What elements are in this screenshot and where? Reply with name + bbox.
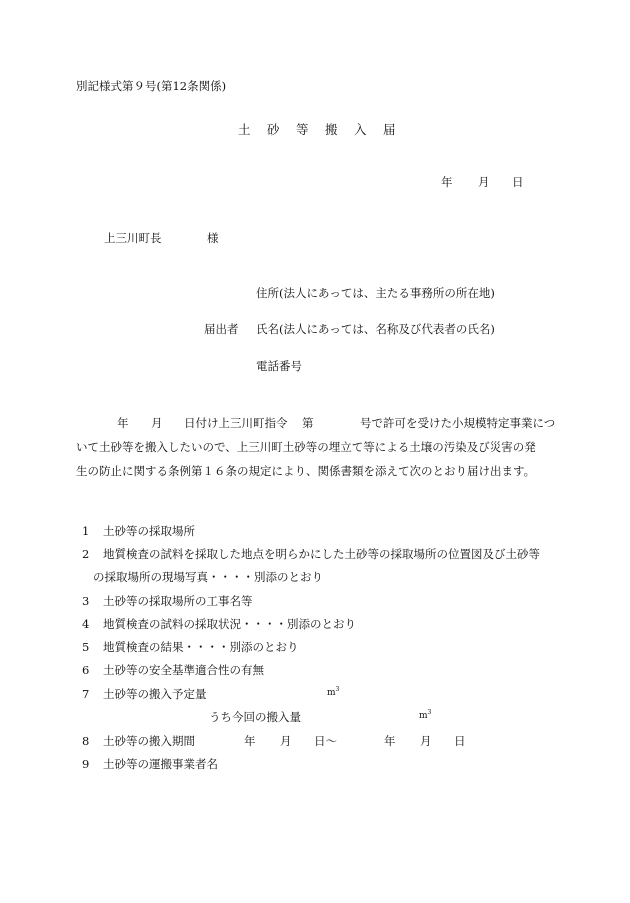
- item-text: 地質検査の結果・・・・別添のとおり: [103, 640, 299, 654]
- body-year: 年: [117, 416, 129, 430]
- item-number: 1: [82, 524, 90, 538]
- notifier-role: 届出者: [204, 322, 239, 336]
- period-from-day: 日～: [314, 734, 337, 748]
- item-text: 土砂等の搬入期間: [103, 734, 195, 748]
- item-number: 8: [82, 734, 90, 748]
- body-line3: 生の防止に関する条例第１６条の規定により、関係書類を添えて次のとおり届け出ます。: [76, 464, 536, 478]
- item-text: 地質検査の試料を採取した地点を明らかにした土砂等の採取場所の位置図及び土砂等: [103, 547, 540, 561]
- unit-cubic-meter: $m^3$: [327, 686, 340, 698]
- item-number: 5: [82, 640, 90, 654]
- date-month: 月: [478, 175, 490, 189]
- body-line2: いて土砂等を搬入したいので、上三川町土砂等の埋立て等による土壌の汚染及び災害の発: [76, 440, 536, 454]
- item-number: 2: [82, 547, 90, 561]
- period-to-day: 日: [454, 734, 466, 748]
- title-char: 入: [354, 122, 367, 137]
- item-number: 9: [82, 757, 90, 771]
- item-subtext: うち今回の搬入量: [209, 710, 301, 724]
- addressee-honorific: 様: [207, 231, 219, 245]
- item-text: 土砂等の採取場所: [103, 524, 195, 538]
- period-from-year: 年: [244, 734, 256, 748]
- notifier-name-label: 氏名(法人にあっては、名称及び代表者の氏名): [256, 322, 495, 336]
- form-reference: 別記様式第９号(第12条関係): [76, 79, 227, 93]
- notifier-phone-label: 電話番号: [256, 359, 302, 373]
- date-day: 日: [512, 175, 524, 189]
- title-char: 砂: [267, 122, 280, 137]
- item-number: 4: [82, 617, 90, 631]
- period-from-month: 月: [280, 734, 292, 748]
- body-date-ref: 日付け上三川町指令: [184, 416, 288, 430]
- item-text: 土砂等の採取場所の工事名等: [103, 594, 253, 608]
- date-year: 年: [441, 175, 453, 189]
- title-char: 等: [296, 122, 309, 137]
- item-text: 地質検査の試料の採取状況・・・・別添のとおり: [103, 617, 356, 631]
- item-number: 7: [82, 687, 90, 701]
- unit-cubic-meter: $m^3$: [419, 709, 432, 721]
- period-to-month: 月: [420, 734, 432, 748]
- item-text: 土砂等の安全基準適合性の有無: [103, 663, 264, 677]
- title-char: 土: [238, 122, 251, 137]
- body-line1-tail: 号で許可を受けた小規模特定事業につ: [360, 416, 556, 430]
- item-text-continued: の採取場所の現場写真・・・・別添のとおり: [93, 570, 323, 584]
- addressee-name: 上三川町長: [104, 231, 162, 245]
- body-month: 月: [151, 416, 163, 430]
- item-number: 3: [82, 594, 90, 608]
- body-number-prefix: 第: [302, 416, 314, 430]
- item-text: 土砂等の搬入予定量: [103, 687, 207, 701]
- title-char: 搬: [325, 122, 338, 137]
- item-text: 土砂等の運搬事業者名: [103, 757, 218, 771]
- title-char: 届: [383, 122, 396, 137]
- notifier-address-label: 住所(法人にあっては、主たる事務所の所在地): [256, 286, 495, 300]
- period-to-year: 年: [384, 734, 396, 748]
- item-number: 6: [82, 663, 90, 677]
